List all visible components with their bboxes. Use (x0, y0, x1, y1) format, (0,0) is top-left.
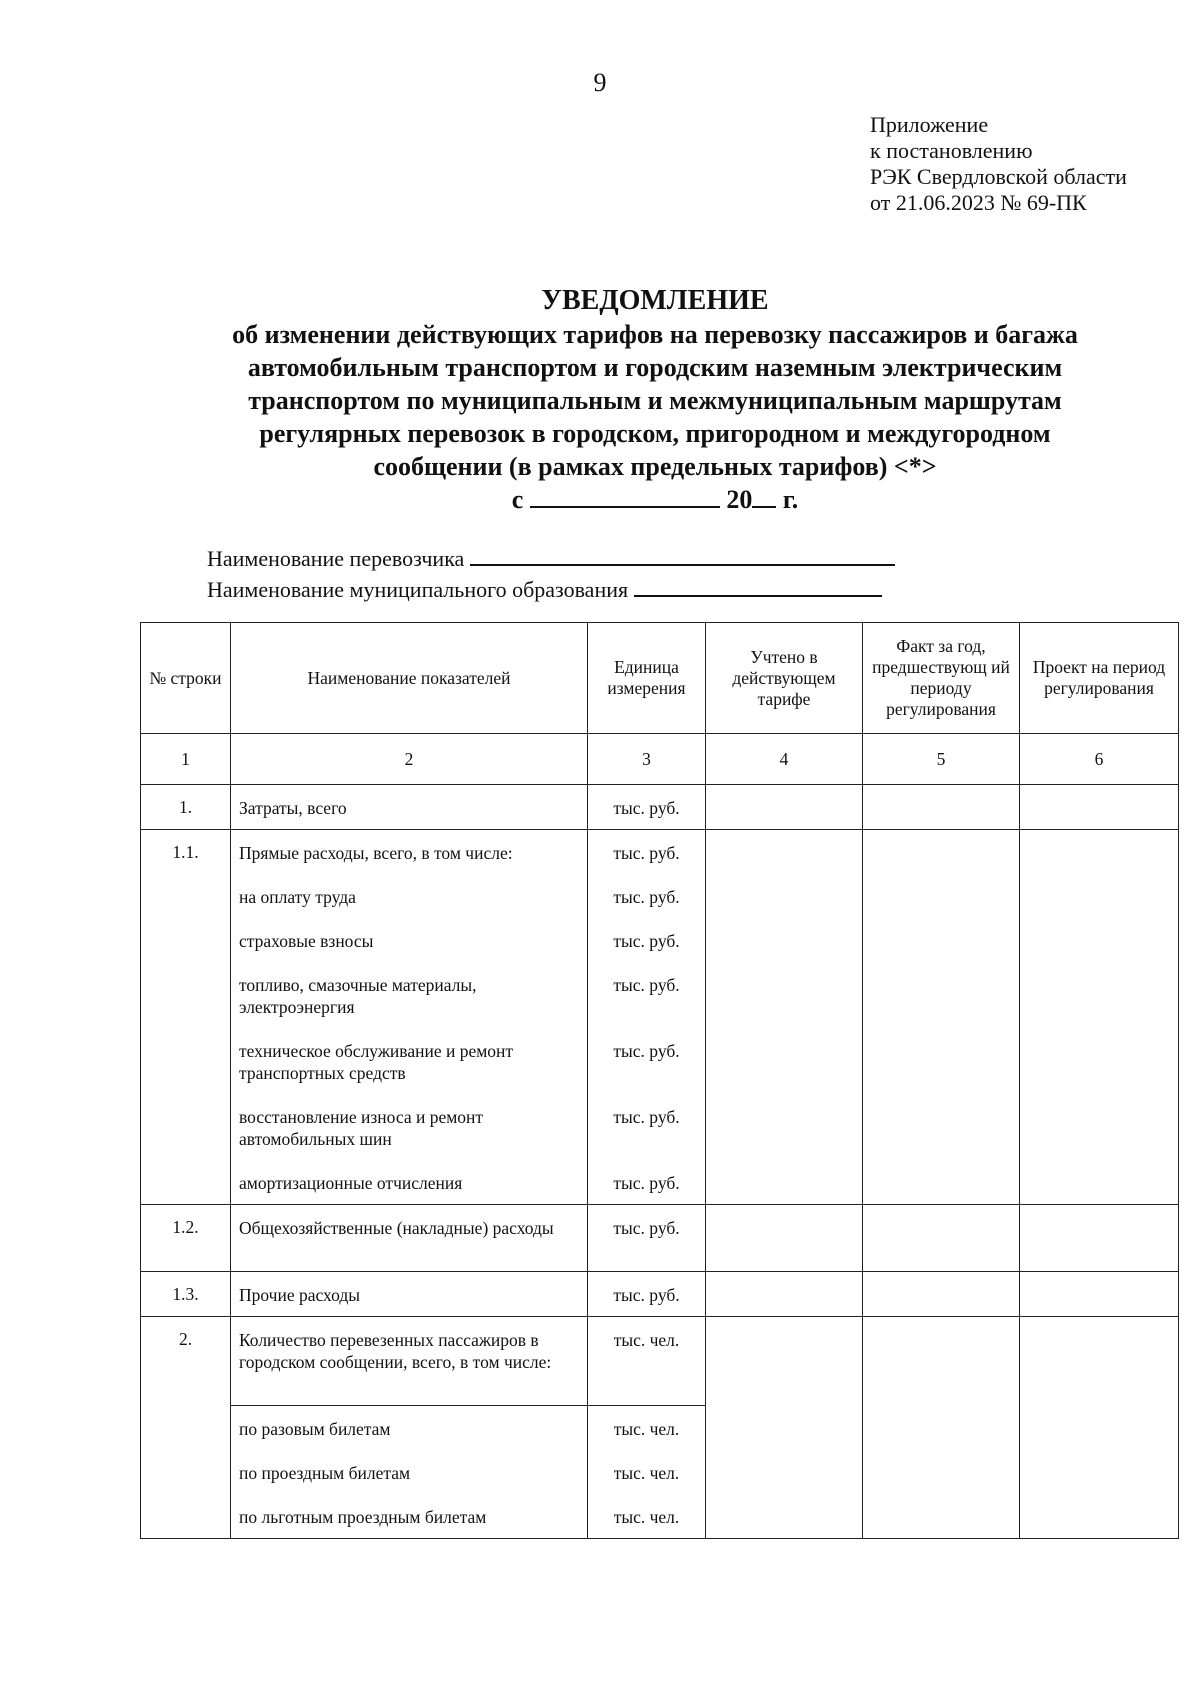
date-prefix: с (511, 485, 524, 514)
column-number: 5 (863, 734, 1020, 785)
value-current-tariff[interactable] (706, 1272, 863, 1317)
column-number: 3 (588, 734, 706, 785)
indicator-name: восстановление износа и ремонт автомобильных шин (239, 1107, 484, 1149)
row-number: 1.3. (141, 1272, 231, 1317)
document-title (0, 284, 1200, 516)
value-project[interactable] (1020, 830, 1179, 1205)
header-indicator-name: Наименование показателей (231, 623, 588, 734)
header-project: Проект на период регулирования (1020, 623, 1179, 734)
indicator-name: Количество перевезенных пассажиров в городском сообщении, всего, в том числе: (239, 1330, 552, 1372)
indicator-name-cell (231, 785, 588, 830)
unit: тыс. руб. (613, 887, 680, 907)
row-number: 1.1. (141, 830, 231, 1205)
indicator-name: техническое обслуживание и ремонт транспортных средств (239, 1041, 514, 1083)
header-row-number: № строки (141, 623, 231, 734)
header-fields (207, 542, 895, 604)
value-previous-year-fact[interactable] (863, 1205, 1020, 1272)
indicator-name: на оплату труда (239, 887, 356, 907)
row-number: 1. (141, 785, 231, 830)
table-header-row (141, 623, 1179, 734)
appendix-line: от 21.06.2023 № 69-ПК (870, 190, 1087, 215)
header-previous-year-fact: Факт за год, предшествующ ий периоду регулирования (863, 623, 1020, 734)
unit: тыс. руб. (613, 1285, 680, 1305)
indicator-name: топливо, смазочные материалы, электроэнергия (239, 975, 477, 1017)
date-year: 20 (726, 485, 753, 514)
indicator-name: страховые взносы (239, 931, 374, 951)
year-blank[interactable] (752, 484, 776, 508)
unit-cell (588, 1317, 706, 1406)
value-project[interactable] (1020, 1317, 1179, 1539)
value-current-tariff[interactable] (706, 785, 863, 830)
unit: тыс. руб. (613, 931, 680, 951)
value-current-tariff[interactable] (706, 1205, 863, 1272)
indicator-name-cell (231, 1406, 588, 1539)
indicator-name-cell (231, 1205, 588, 1272)
unit-cell (588, 1272, 706, 1317)
carrier-blank[interactable] (470, 542, 895, 566)
unit-cell (588, 830, 706, 1205)
indicator-name-cell (231, 1317, 588, 1406)
indicator-name: по проездным билетам (239, 1463, 411, 1483)
indicator-name: по льготным проездным билетам (239, 1507, 487, 1527)
municipality-blank[interactable] (634, 573, 882, 597)
value-project[interactable] (1020, 1205, 1179, 1272)
appendix-line: РЭК Свердловской области (870, 164, 1127, 189)
indicator-name-cell (231, 830, 588, 1205)
municipality-field (207, 573, 895, 604)
unit-cell (588, 1406, 706, 1539)
title-line: регулярных перевозок в городском, пригородном и междугородном (259, 419, 1051, 448)
table-row (141, 1317, 1179, 1406)
header-current-tariff: Учтено в действующем тарифе (706, 623, 863, 734)
unit: тыс. руб. (613, 798, 680, 818)
indicator-name: по разовым билетам (239, 1419, 391, 1439)
column-number: 4 (706, 734, 863, 785)
row-number: 2. (141, 1317, 231, 1539)
appendix-line: к постановлению (870, 138, 1033, 163)
unit: тыс. руб. (613, 1218, 680, 1238)
indicator-name: Затраты, всего (239, 798, 347, 818)
unit: тыс. чел. (613, 1463, 680, 1483)
column-number: 2 (231, 734, 588, 785)
indicator-name-cell (231, 1272, 588, 1317)
value-previous-year-fact[interactable] (863, 785, 1020, 830)
title-line: об изменении действующих тарифов на перевозку пассажиров и багажа (232, 320, 1078, 349)
unit: тыс. чел. (613, 1419, 680, 1439)
column-number-row (141, 734, 1179, 785)
table-row (141, 1272, 1179, 1317)
unit: тыс. руб. (613, 843, 680, 863)
municipality-label: Наименование муниципального образования (207, 577, 629, 602)
unit: тыс. чел. (613, 1330, 680, 1350)
unit: тыс. руб. (613, 1173, 680, 1193)
value-previous-year-fact[interactable] (863, 830, 1020, 1205)
indicator-name: Прямые расходы, всего, в том числе: (239, 843, 513, 863)
table-row (141, 830, 1179, 1205)
unit-cell (588, 785, 706, 830)
title-line: автомобильным транспортом и городским наземным электрическим (247, 353, 1063, 382)
value-project[interactable] (1020, 785, 1179, 830)
row-number: 1.2. (141, 1205, 231, 1272)
date-blank[interactable] (530, 484, 720, 508)
unit-cell (588, 1205, 706, 1272)
unit: тыс. руб. (613, 1041, 680, 1061)
value-previous-year-fact[interactable] (863, 1317, 1020, 1539)
table-row (141, 785, 1179, 830)
header-unit: Единица измерения (588, 623, 706, 734)
indicator-name: Прочие расходы (239, 1285, 361, 1305)
appendix-line: Приложение (870, 112, 989, 137)
page-number: 9 (593, 68, 607, 97)
date-suffix: г. (782, 485, 799, 514)
appendix-block (870, 112, 1127, 216)
title-date-line (0, 483, 1200, 516)
unit: тыс. чел. (613, 1507, 680, 1527)
value-current-tariff[interactable] (706, 1317, 863, 1539)
unit: тыс. руб. (613, 975, 680, 995)
column-number: 6 (1020, 734, 1179, 785)
carrier-field (207, 542, 895, 573)
tariff-table (140, 622, 1179, 1539)
indicator-name: амортизационные отчисления (239, 1173, 463, 1193)
indicator-name: Общехозяйственные (накладные) расходы (239, 1218, 554, 1238)
unit: тыс. руб. (613, 1107, 680, 1127)
title-line: сообщении (в рамках предельных тарифов) <*> (373, 452, 937, 481)
title-line: транспортом по муниципальным и межмуниципальным маршрутам (248, 386, 1062, 415)
value-previous-year-fact[interactable] (863, 1272, 1020, 1317)
carrier-label: Наименование перевозчика (207, 546, 465, 571)
title-main: УВЕДОМЛЕНИЕ (541, 285, 769, 316)
value-current-tariff[interactable] (706, 830, 863, 1205)
table-row (141, 1205, 1179, 1272)
value-project[interactable] (1020, 1272, 1179, 1317)
column-number: 1 (141, 734, 231, 785)
